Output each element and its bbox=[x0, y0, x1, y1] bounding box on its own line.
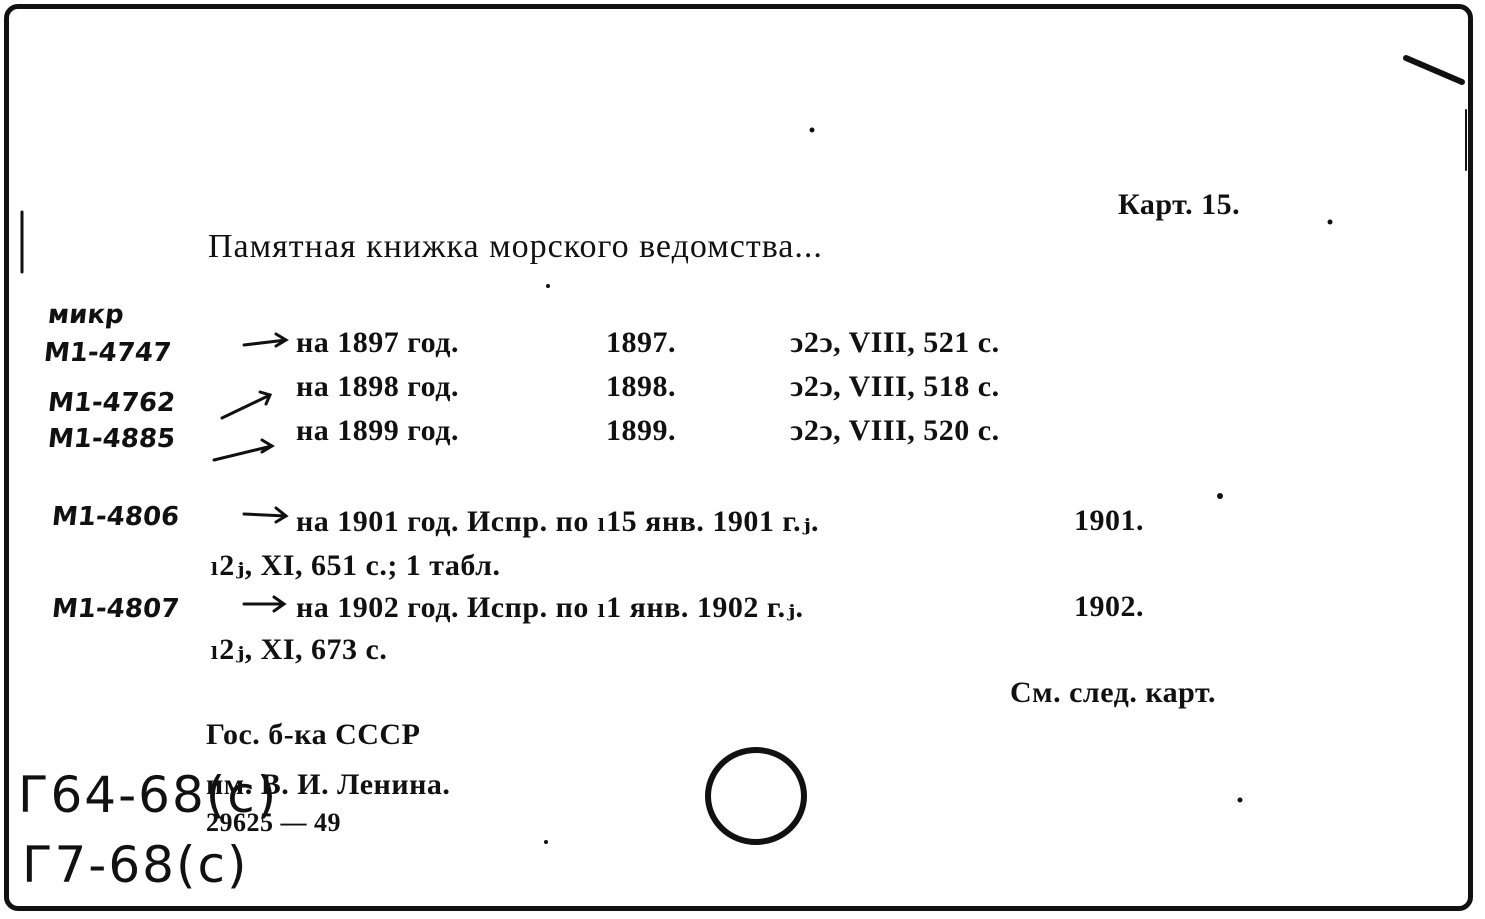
call-number-1901: M1-4806 bbox=[50, 502, 181, 532]
entry-1901-line1: на 1901 год. Испр. по ₗ15 янв. 1901 г.ⱼ. bbox=[296, 505, 819, 538]
library-line-3: 29625 — 49 bbox=[206, 808, 341, 837]
handwritten-mikr: микр bbox=[46, 300, 126, 330]
entry-1898-pages: ↄ2ↄ, VIII, 518 с. bbox=[790, 370, 1000, 403]
entry-1902-year: 1902. bbox=[1074, 590, 1144, 623]
library-line-1: Гос. б-ка СССР bbox=[206, 718, 421, 751]
card-title: Памятная книжка морского ведомства... bbox=[208, 228, 823, 265]
entry-1902-line1: на 1902 год. Испр. по ₗ1 янв. 1902 г.ⱼ. bbox=[296, 591, 804, 624]
entry-1901-line2: ₗ2ⱼ, XI, 651 с.; 1 табл. bbox=[210, 549, 501, 582]
entry-1898-year: 1898. bbox=[606, 370, 676, 403]
library-line-2: им. В. И. Ленина. bbox=[206, 768, 451, 801]
entry-1901-year: 1901. bbox=[1074, 504, 1144, 537]
call-number-1899: M1-4885 bbox=[46, 424, 177, 454]
call-number-1902: M1-4807 bbox=[50, 594, 181, 624]
punch-hole-circle bbox=[708, 750, 804, 842]
entry-1897-pages: ↄ2ↄ, VIII, 521 с. bbox=[790, 326, 1000, 359]
call-number-1897: M1-4747 bbox=[42, 338, 173, 368]
entry-1898-text: на 1898 год. bbox=[296, 370, 459, 403]
entry-1897-text: на 1897 год. bbox=[296, 326, 459, 359]
entry-1899-pages: ↄ2ↄ, VIII, 520 с. bbox=[790, 414, 1000, 447]
handwritten-code-2: Г7-68(с) bbox=[22, 836, 249, 894]
entry-1899-text: на 1899 год. bbox=[296, 414, 459, 447]
entry-1899-year: 1899. bbox=[606, 414, 676, 447]
entry-1897-year: 1897. bbox=[606, 326, 676, 359]
handwritten-code-1: Г64-68(с) bbox=[18, 766, 279, 824]
see-next-card: См. след. карт. bbox=[1010, 676, 1216, 709]
card-number: Карт. 15. bbox=[1118, 188, 1241, 221]
entry-1902-line2: ₗ2ⱼ, XI, 673 с. bbox=[210, 633, 388, 666]
call-number-1898: M1-4762 bbox=[46, 388, 177, 418]
